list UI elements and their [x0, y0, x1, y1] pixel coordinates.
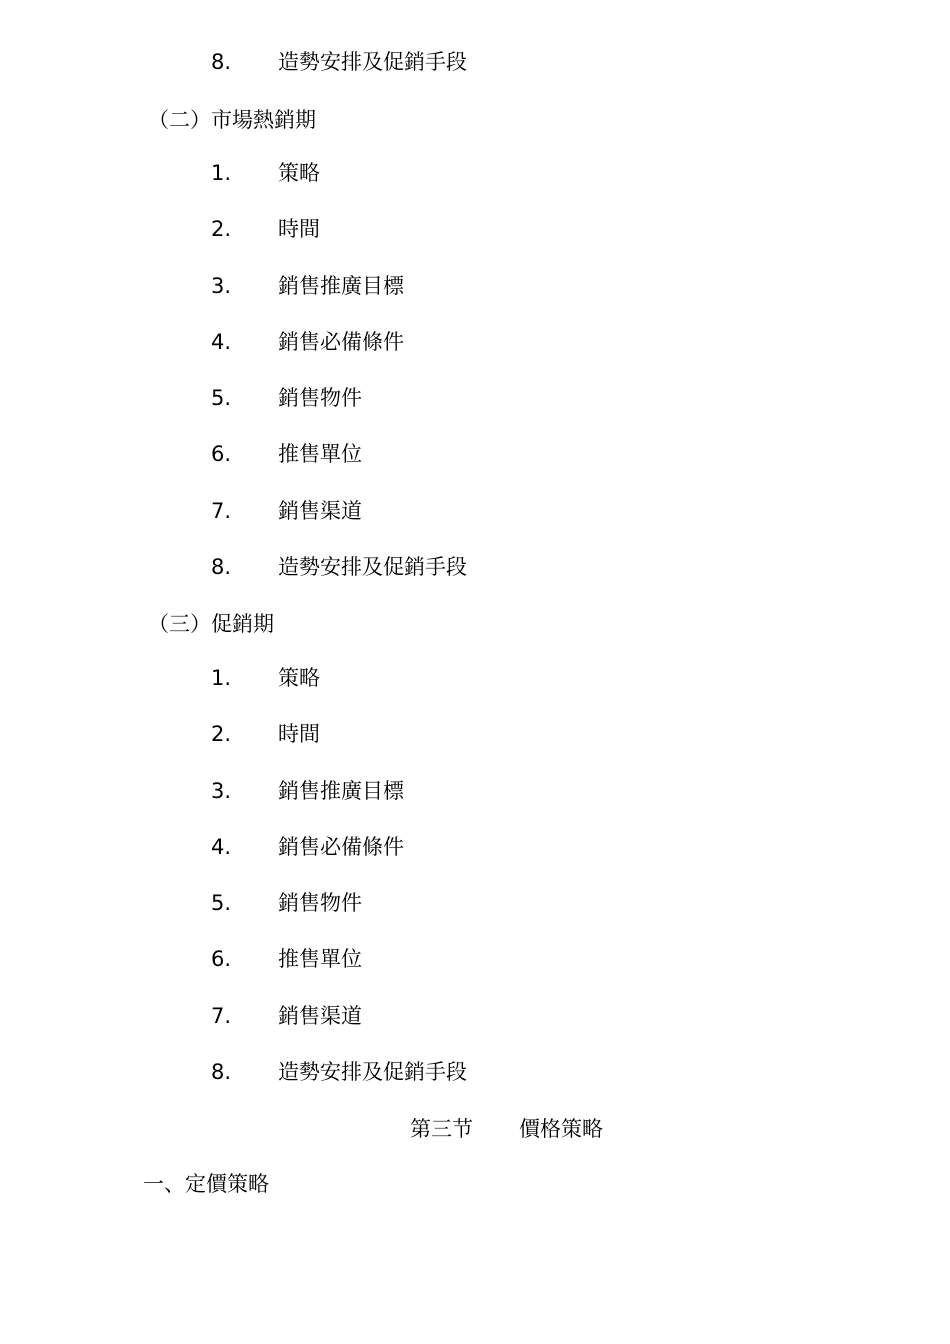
list-item-text: 造勢安排及促銷手段 [278, 1060, 467, 1084]
list-item-number: 3. [211, 274, 232, 298]
list-item-text: 時間 [278, 722, 320, 746]
list-item-text: 策略 [278, 666, 320, 690]
list-item-text: 銷售必備條件 [278, 835, 404, 859]
chapter-heading [410, 1116, 603, 1142]
list-item-text: 銷售物件 [278, 891, 362, 915]
list-item-text: 銷售渠道 [278, 499, 362, 523]
list-item-text: 推售單位 [278, 442, 362, 466]
chapter-label: 第三节 [410, 1117, 473, 1141]
list-item-number: 4. [211, 330, 232, 354]
list-item-text: 推售單位 [278, 947, 362, 971]
subsection-title: （二）市場熱銷期 [148, 108, 316, 132]
list-item-text: 銷售渠道 [278, 1004, 362, 1028]
section-heading-pricing: 一、定價策略 [143, 1172, 269, 1196]
list-item-text: 策略 [278, 161, 320, 185]
list-item-number: 8. [211, 1060, 232, 1084]
list-item-number: 8. [211, 50, 232, 74]
list-item-text: 銷售推廣目標 [278, 274, 404, 298]
list-item-text: 造勢安排及促銷手段 [278, 50, 467, 74]
list-item-text: 銷售物件 [278, 386, 362, 410]
list-item-text: 造勢安排及促銷手段 [278, 555, 467, 579]
list-item-text: 銷售推廣目標 [278, 779, 404, 803]
list-item-number: 3. [211, 779, 232, 803]
list-item-number: 5. [211, 891, 232, 915]
list-item-number: 7. [211, 1004, 232, 1028]
list-item-number: 2. [211, 217, 232, 241]
list-item-number: 2. [211, 722, 232, 746]
list-item-text: 時間 [278, 217, 320, 241]
list-item-number: 5. [211, 386, 232, 410]
list-item-number: 7. [211, 499, 232, 523]
list-item-number: 1. [211, 666, 232, 690]
list-item-number: 6. [211, 442, 232, 466]
list-item-number: 8. [211, 555, 232, 579]
subsection-title: （三）促銷期 [148, 612, 274, 636]
list-item-number: 1. [211, 161, 232, 185]
list-item-number: 4. [211, 835, 232, 859]
list-item-text: 銷售必備條件 [278, 330, 404, 354]
chapter-title: 價格策略 [519, 1117, 603, 1141]
list-item-number: 6. [211, 947, 232, 971]
